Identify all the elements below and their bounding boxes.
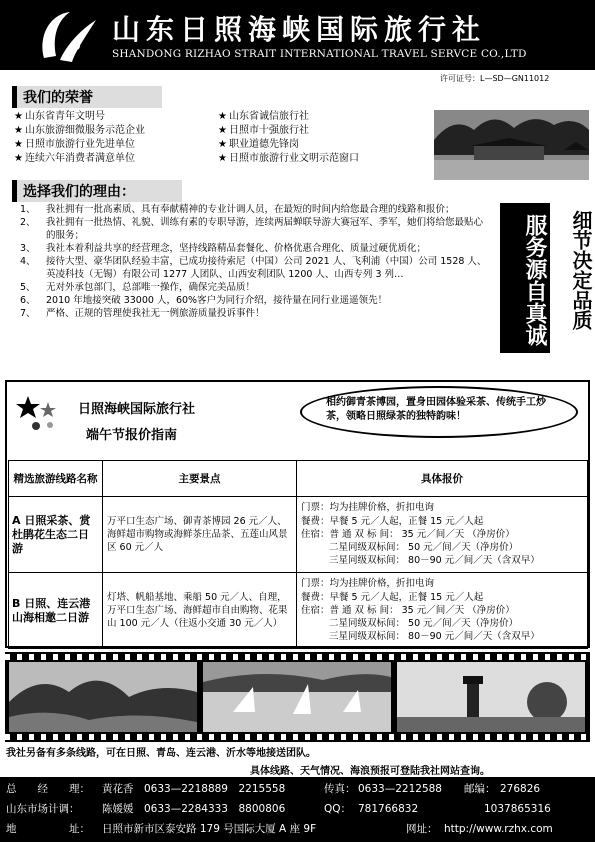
slogan-quality: 细节决定品质	[569, 210, 593, 330]
honors-list-left	[14, 110, 145, 166]
license-number: 许可证号：L—SD—GN11012	[440, 74, 550, 83]
reason-item: 7、 严格、正规的管理使我社无一例旅游质量投诉事件！	[20, 308, 265, 319]
reason-item: 3、 我社本着利益共享的经营理念，坚持线路精品套餐化、价格优惠合理化、质量过硬优质化；	[20, 243, 427, 254]
route-prices: 门票：均为挂牌价格，折扣电询 餐费：早餐 5 元／人起，正餐 15 元／人起 住宿：普 通 双 标 间： 35 元／间／天 （净房价） 二星同级双标间： 50 元／间／天（净房价） 三星同级双标间： 80－90 元／间／天（含双早）	[297, 573, 588, 649]
header-price: 具体报价	[297, 461, 588, 497]
route-spots: 灯塔、帆船基地、乘船 50 元／人、自理，万平口生态广场、海鲜超市自由购物、花果山 100 元／人（往返小交通 30 元／人）	[103, 573, 297, 649]
film-holes-top	[5, 654, 590, 660]
reasons-list	[20, 203, 492, 320]
price-table	[8, 460, 588, 649]
footer-routes-note: 我社另备有多条线路，可在日照、青岛、连云港、沂水等地接送团队。	[6, 748, 316, 759]
honors-list-right	[218, 110, 359, 166]
price-guide-agency: 日照海峡国际旅行社	[78, 402, 196, 417]
slogan-service: 服务源自真诚	[500, 203, 550, 353]
price-guide-title: 端午节报价指南	[86, 428, 178, 443]
honor-item: ★ 日照市十强旅行社	[218, 125, 309, 136]
reason-item: 6、 2010 年地接突破 33000 人，60%客户为同行介绍，接待量在同行业遥遥领先！	[20, 295, 388, 306]
star-icon: ★	[218, 125, 227, 136]
star-icon: ★	[14, 153, 23, 164]
photo-yacht-harbor	[203, 662, 391, 732]
honor-item: ★ 日照市旅游行业先进单位	[14, 139, 135, 150]
honor-item: ★ 日照市旅游行业文明示范窗口	[218, 153, 359, 164]
route-name: B 日照、连云港山海相邀二日游	[9, 573, 103, 649]
photo-lighthouse	[397, 662, 585, 732]
route-prices: 门票：均为挂牌价格，折扣电询 餐费：早餐 5 元／人起，正餐 15 元／人起 住宿：普 通 双 标 间： 35 元／间／天 （净房价） 二星同级双标间： 50 元／间／天（净房价） 三星同级双标间： 80－90 元／间／天（含双早）	[297, 497, 588, 573]
star-icon: ★	[14, 111, 23, 122]
agency-name-cn: 山东日照海峡国际旅行社	[112, 13, 487, 46]
decorative-stars-icon	[14, 392, 64, 432]
reason-item: 4、 接待大型、豪华团队经验丰富，已成功接待索尼（中国）公司 2021 人、飞利浦（中国）公司 1528 人、英凌科技（无锡）有限公司 1277 人团队、山西安利团队 1200 人、山西专列 3 列…	[20, 256, 487, 280]
reasons-title: 选择我们的理由：	[12, 180, 182, 202]
honor-item: ★ 山东省青年文明号	[14, 111, 105, 122]
honor-item: ★ 山东旅游细微服务示范企业	[14, 125, 145, 136]
honor-item: ★ 职业道德先锋岗	[218, 139, 299, 150]
agency-name-en: SHANDONG RIZHAO STRAIT INTERNATIONAL TRAVEL SERVCE CO.,LTD	[112, 48, 527, 60]
photo-film-strip	[5, 652, 590, 742]
footer-website-note: 具体线路、天气情况、海浪预报可登陆我社网站查询。	[250, 766, 490, 777]
honor-item: ★ 连续六年消费者满意单位	[14, 153, 135, 164]
tea-garden-photo-drawing	[434, 110, 589, 180]
reason-item: 2、 我社拥有一批热情、礼貌、训练有素的专职导游，连续两届蝉联导游大赛冠军、季军，她们将给您最贴心的服务；	[20, 217, 484, 241]
tea-callout-bubble: 相约御青茶博园，置身田园体验采茶、传统手工炒茶，领略日照绿茶的独特韵味！	[300, 386, 578, 438]
film-holes-bottom	[5, 734, 590, 740]
photo-coast-rocks	[9, 662, 197, 732]
tea-garden-photo	[434, 110, 589, 180]
agency-logo-icon	[36, 6, 100, 66]
header-route: 精选旅游线路名称	[9, 461, 103, 497]
reason-item: 1、 我社拥有一批高素质、具有奉献精神的专业计调人员，在最短的时间内给您最合理的线路和报价；	[20, 204, 455, 215]
contact-bar: 总 经 理： 黄花香 0633—2218889 2215558 传真： 0633—2212588 邮编： 276826 山东市场计调： 陈媛媛 0633—2284333 8800806 QQ： 781766832 1037865316 地 址： 日照市新市区泰安路 179 号国际大厦 A 座 9F 网址： http://www.rzhx.com	[0, 777, 595, 842]
reason-item: 5、 无对外承包部门，总部唯一操作，确保完美品质！	[20, 282, 256, 293]
star-icon: ★	[14, 139, 23, 150]
honor-item: ★ 山东省诚信旅行社	[218, 111, 309, 122]
honors-title: 我们的荣誉	[12, 86, 162, 108]
star-icon: ★	[218, 111, 227, 122]
table-row	[9, 573, 588, 649]
table-row	[9, 497, 588, 573]
star-icon: ★	[218, 139, 227, 150]
website-link[interactable]: http://www.rzhx.com	[444, 823, 553, 835]
header-spots: 主要景点	[103, 461, 297, 497]
star-icon: ★	[14, 125, 23, 136]
header-banner	[0, 0, 595, 70]
table-header-row	[9, 461, 588, 497]
route-name: A 日照采茶、赏杜鹃花生态二日游	[9, 497, 103, 573]
route-spots: 万平口生态广场、御青茶博园 26 元／人、海鲜超市购物或海鲜茶庄品茶、五莲山风景区 60 元／人	[103, 497, 297, 573]
star-icon: ★	[218, 153, 227, 164]
